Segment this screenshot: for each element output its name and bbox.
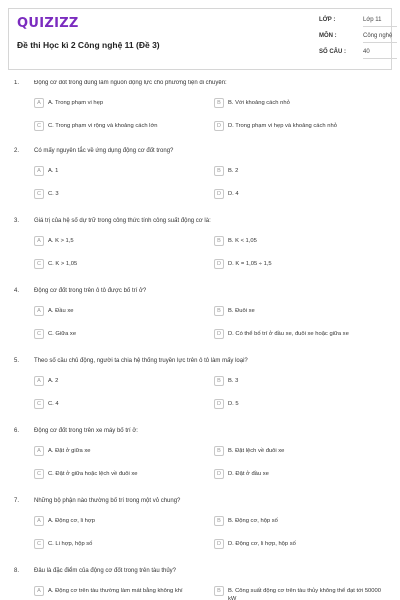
option-letter-box: B	[214, 236, 224, 246]
option-b[interactable]	[214, 586, 390, 600]
option-letter-box: C	[34, 399, 44, 409]
option-a[interactable]	[34, 376, 210, 390]
option-text: C. 4	[48, 401, 59, 407]
option-text: B. Công suất động cơ trên tàu thủy không thể đạt tới 50000 kW	[228, 588, 381, 600]
option-d[interactable]	[214, 189, 390, 203]
quizizz-logo: QUIZIZZ	[17, 16, 79, 31]
option-letter-box: D	[214, 329, 224, 339]
option-letter-box: C	[34, 329, 44, 339]
option-text: A. Đầu xe	[48, 308, 74, 314]
option-a[interactable]	[34, 236, 210, 250]
question-stem	[14, 218, 386, 230]
option-text: A. 2	[48, 378, 59, 384]
option-text: D. Có thể bố trí ở đầu xe, đuôi xe hoặc giữa xe	[228, 331, 349, 337]
option-text: C. K > 1,05	[48, 261, 78, 267]
meta-subject-value: Công nghệ	[363, 33, 397, 43]
option-text: B. Động cơ, hộp số	[228, 518, 278, 524]
question-number: 1.	[14, 80, 20, 86]
option-letter-box: D	[214, 399, 224, 409]
option-text: C. Trong phạm vi rộng và khoảng cách lớn	[48, 123, 158, 129]
question-item	[14, 148, 386, 197]
question-item	[14, 568, 386, 600]
option-letter-box: D	[214, 189, 224, 199]
question-stem	[14, 568, 386, 580]
question-stem	[14, 358, 386, 370]
option-text: A. Động cơ trên tàu thường làm mát bằng không khí	[48, 588, 183, 594]
option-text: D. 5	[228, 401, 239, 407]
option-text: B. Với khoảng cách nhỏ	[228, 100, 290, 106]
option-b[interactable]	[214, 166, 390, 180]
option-c[interactable]	[34, 399, 210, 413]
meta-count-label: SỐ CÂU :	[319, 49, 346, 55]
option-letter-box: A	[34, 98, 44, 108]
option-c[interactable]	[34, 469, 210, 483]
question-item	[14, 358, 386, 407]
option-letter-box: A	[34, 376, 44, 386]
option-letter-box: B	[214, 376, 224, 386]
option-text: A. Đặt ở giữa xe	[48, 448, 91, 454]
question-text: Có mấy nguyên tắc về ứng dụng động cơ đốt trong?	[34, 148, 174, 154]
question-stem	[14, 498, 386, 510]
option-letter-box: A	[34, 236, 44, 246]
meta-subject-label: MÔN :	[319, 33, 337, 39]
option-letter-box: C	[34, 259, 44, 269]
option-letter-box: A	[34, 586, 44, 596]
question-list	[0, 80, 400, 600]
question-item	[14, 288, 386, 337]
option-letter-box: C	[34, 539, 44, 549]
option-letter-box: A	[34, 306, 44, 316]
option-letter-box: C	[34, 121, 44, 131]
option-letter-box: C	[34, 469, 44, 479]
question-text: Động cơ đốt trong trên xe máy bố trí ở:	[34, 428, 138, 434]
option-letter-box: B	[214, 306, 224, 316]
question-item	[14, 80, 386, 129]
option-b[interactable]	[214, 98, 390, 112]
option-a[interactable]	[34, 166, 210, 180]
question-stem	[14, 148, 386, 160]
option-b[interactable]	[214, 236, 390, 250]
option-b[interactable]	[214, 306, 390, 320]
option-text: C. Li hợp, hộp số	[48, 541, 93, 547]
option-d[interactable]	[214, 121, 390, 135]
option-text: C. 3	[48, 191, 59, 197]
option-a[interactable]	[34, 98, 210, 112]
question-text: Động cơ đốt trong trên ô tô được bố trí ở?	[34, 288, 147, 294]
option-d[interactable]	[214, 469, 390, 483]
option-text: B. Đuôi xe	[228, 308, 255, 314]
option-a[interactable]	[34, 446, 210, 460]
question-number: 5.	[14, 358, 20, 364]
option-text: C. Giữa xe	[48, 331, 77, 337]
option-letter-box: B	[214, 446, 224, 456]
meta-class-label: LỚP :	[319, 17, 336, 23]
option-text: D. Trong phạm vi hẹp và khoảng cách nhỏ	[228, 123, 337, 129]
option-letter-box: B	[214, 98, 224, 108]
question-text: Đâu là đặc điểm của động cơ đốt trong trên tàu thủy?	[34, 568, 177, 574]
option-text: A. K > 1,5	[48, 238, 74, 244]
quiz-title: Đề thi Học kì 2 Công nghệ 11 (Đề 3)	[17, 40, 160, 50]
option-text: D. Động cơ, li hợp, hộp số	[228, 541, 296, 547]
question-item	[14, 428, 386, 477]
option-text: A. 1	[48, 168, 59, 174]
quiz-header	[8, 8, 392, 70]
option-letter-box: A	[34, 166, 44, 176]
question-number: 8.	[14, 568, 20, 574]
option-letter-box: B	[214, 586, 224, 596]
option-b[interactable]	[214, 376, 390, 390]
option-text: B. 2	[228, 168, 239, 174]
option-c[interactable]	[34, 121, 210, 135]
option-text: A. Trong phạm vi hẹp	[48, 100, 104, 106]
option-d[interactable]	[214, 329, 390, 343]
question-stem	[14, 288, 386, 300]
meta-class-value: Lớp 11	[363, 17, 397, 27]
question-text: Những bộ phận nào thường bố trí trong một vỏ chung?	[34, 498, 181, 504]
option-c[interactable]	[34, 329, 210, 343]
question-number: 3.	[14, 218, 20, 224]
option-b[interactable]	[214, 446, 390, 460]
question-text: Giá trị của hệ số dự trữ trong công thức tính công suất động cơ là:	[34, 218, 211, 224]
option-text: D. Đặt ở đầu xe	[228, 471, 269, 477]
option-a[interactable]	[34, 516, 210, 530]
option-letter-box: D	[214, 469, 224, 479]
option-d[interactable]	[214, 539, 390, 553]
option-c[interactable]	[34, 189, 210, 203]
option-letter-box: D	[214, 259, 224, 269]
option-letter-box: A	[34, 516, 44, 526]
question-stem	[14, 428, 386, 440]
option-b[interactable]	[214, 516, 390, 530]
option-letter-box: D	[214, 539, 224, 549]
meta-count-value: 40	[363, 49, 397, 59]
option-letter-box: B	[214, 166, 224, 176]
option-c[interactable]	[34, 259, 210, 273]
question-number: 2.	[14, 148, 20, 154]
question-text: Theo số cầu chủ động, người ta chia hệ thống truyền lực trên ô tô làm mấy loại?	[34, 358, 248, 364]
option-text: B. 3	[228, 378, 239, 384]
option-a[interactable]	[34, 586, 210, 600]
question-text: Động cơ đốt trong dùng làm nguồn động lực cho phương tiện di chuyển:	[34, 80, 227, 86]
option-a[interactable]	[34, 306, 210, 320]
option-d[interactable]	[214, 399, 390, 413]
question-number: 7.	[14, 498, 20, 504]
option-letter-box: A	[34, 446, 44, 456]
option-d[interactable]	[214, 259, 390, 273]
option-text: D. K = 1,05 ÷ 1,5	[228, 261, 272, 267]
option-text: A. Động cơ, li hợp	[48, 518, 95, 524]
question-number: 6.	[14, 428, 20, 434]
option-letter-box: B	[214, 516, 224, 526]
option-letter-box: C	[34, 189, 44, 199]
question-item	[14, 218, 386, 267]
option-text: C. Đặt ở giữa hoặc lệch về đuôi xe	[48, 471, 138, 477]
option-c[interactable]	[34, 539, 210, 553]
option-text: D. 4	[228, 191, 239, 197]
question-item	[14, 498, 386, 547]
option-text: B. Đặt lệch về đuôi xe	[228, 448, 285, 454]
option-text: B. K < 1,05	[228, 238, 257, 244]
question-stem	[14, 80, 386, 92]
option-letter-box: D	[214, 121, 224, 131]
question-number: 4.	[14, 288, 20, 294]
